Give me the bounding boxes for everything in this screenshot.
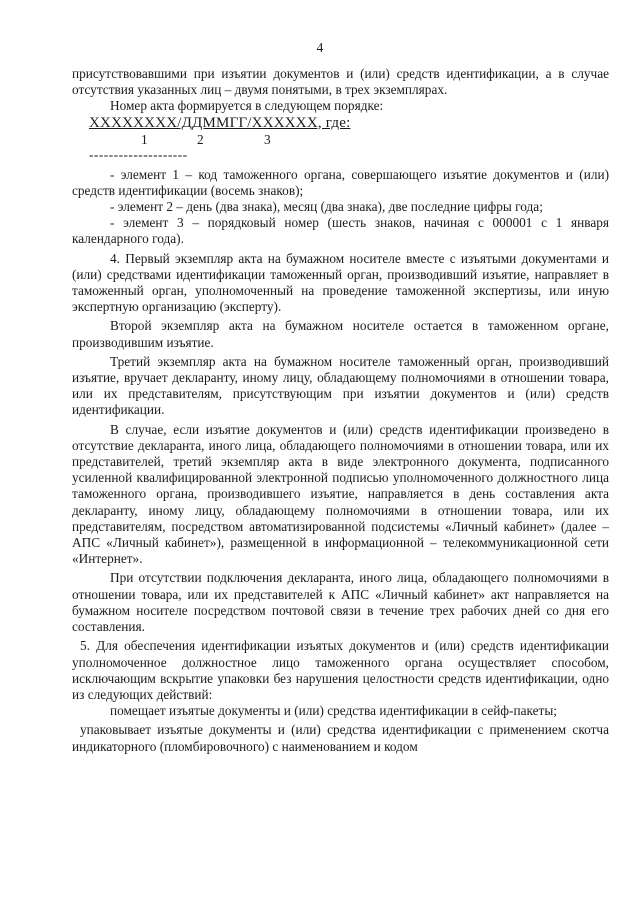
paragraph-continuation: присутствовавшими при изъятии документов и (или) средств идентификации, а в случае отсутствия указанных лиц – двумя понятыми, в трех экземплярах. [72,66,609,98]
element-number-3: 3 [264,131,271,147]
page-number: 4 [316,40,324,55]
element-1-description: - элемент 1 – код таможенного органа, совершающего изъятие документов и (или) средств идентификации (восемь знаков); [72,166,609,198]
paragraph-act-number-intro: Номер акта формируется в следующем порядке: [110,98,384,114]
act-number-format: XXXXXXXX/ДДММГГ/XXXXXX, где: [89,114,351,131]
element-3-description: - элемент 3 – порядковый номер (шесть знаков, начиная с 000001 с 1 января календарного года). [72,215,609,247]
paragraph-4: 4. Первый экземпляр акта на бумажном носителе вместе с изъятыми документами и (или) средствами идентификации таможенный орган, производивший изъятие, направляет в таможенный орган, уполномоченный на проведение таможенной экспертизы, или иную экспертную организацию (эксперту). [72,250,609,315]
format-element-numbers [72,132,609,148]
paragraph-third-copy: Третий экземпляр акта на бумажном носителе таможенный орган, производивший изъятие, вручает декларанту, иному лицу, обладающему полномочиями в отношении товара, или их представителям, присутствующим при изъятии документов и (или) средств идентификации. [72,353,609,418]
element-number-2: 2 [197,131,204,147]
element-number-1: 1 [141,131,148,147]
paragraph-indicator-tape: упаковывает изъятые документы и (или) средства идентификации с применением скотча индикаторного (пломбировочного) с наименованием и кодом [72,722,609,754]
paragraph-5: 5. Для обеспечения идентификации изъятых документов и (или) средств идентификации уполномоченное должностное лицо таможенного органа осуществляет способом, исключающим вскрытие упаковки без нарушения целостности средств идентификации, одно из следующих действий: [72,638,609,702]
paragraph-postal-delivery: При отсутствии подключения декларанта, иного лица, обладающего полномочиями в отношении товара, или их представителей к АПС «Личный кабинет» акт направляется на бумажном носителе посредством почтовой связи в течение трех рабочих дней со дня его составления. [72,570,609,635]
document-body [72,66,609,755]
paragraph-electronic-copy: В случае, если изъятие документов и (или) средств идентификации произведено в отсутствие декларанта, иного лица, обладающего полномочиями в отношении товара, или их представителей, третий экземпляр акта в виде электронного документа, подписанного усиленной квалифицированной электронной подписью уполномоченного должностного лица таможенного органа, производившего изъятие, направляется в день составления акта декларанту, иному лицу, обладающему полномочиями в отношении товара, или их представителям, посредством автоматизированной подсистемы «Личный кабинет» (далее – АПС «Личный кабинет»), размещенной в информационной – телекоммуникационной сети «Интернет». [72,421,609,567]
paragraph-safe-packets: помещает изъятые документы и (или) средства идентификации в сейф-пакеты; [110,703,557,719]
paragraph-second-copy: Второй экземпляр акта на бумажном носителе остается в таможенном органе, производившим изъятие. [72,318,609,350]
element-2-description: - элемент 2 – день (два знака), месяц (два знака), две последние цифры года; [110,199,543,215]
dash-separator: -------------------- [89,146,188,162]
